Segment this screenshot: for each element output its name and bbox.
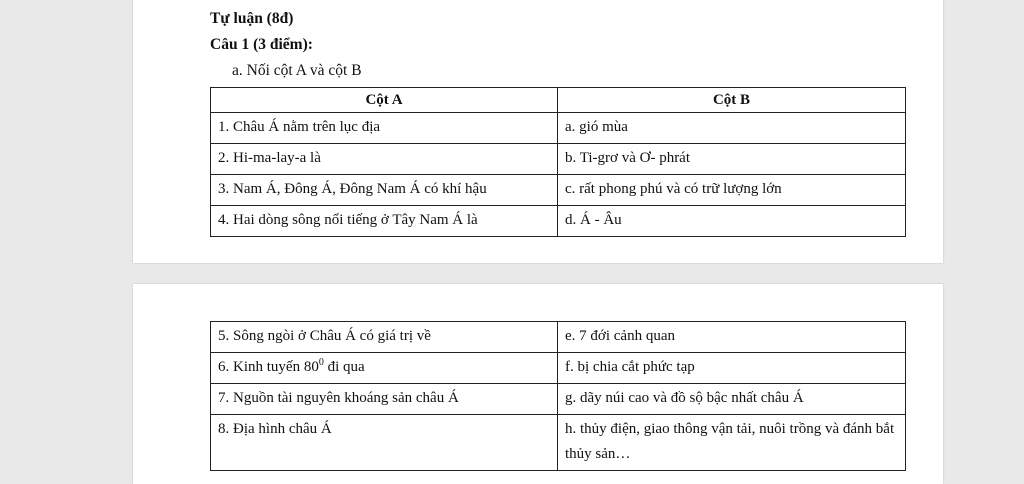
column-a-cell [211,353,558,384]
cell-text-suffix: đi qua [323,359,365,375]
column-b-cell: a. gió mùa [558,113,906,144]
column-b-header: Cột B [558,88,906,113]
matching-table-2 [210,321,906,471]
document-page-1 [133,0,943,263]
table-row [211,206,906,237]
table-row [211,415,906,471]
table-header-row [211,88,906,113]
document-page-2 [133,284,943,484]
column-a-cell: 2. Hi-ma-lay-a là [211,144,558,175]
cell-text: 6. Kinh tuyến 80 [218,359,319,375]
column-b-cell: d. Á - Âu [558,206,906,237]
matching-table-1 [210,87,906,237]
column-b-cell: c. rất phong phú và có trữ lượng lớn [558,175,906,206]
table-row [211,144,906,175]
table-row [211,384,906,415]
table-row [211,113,906,144]
column-b-cell: h. thủy điện, giao thông vận tải, nuôi trồng và đánh bắt thủy sản… [558,415,906,471]
subquestion-label: a. Nối cột A và cột B [232,62,362,79]
degree-superscript: 0 [318,357,324,368]
column-a-cell: 5. Sông ngòi ở Châu Á có giá trị về [211,322,558,353]
column-a-cell: 4. Hai dòng sông nổi tiếng ở Tây Nam Á là [211,206,558,237]
column-a-cell: 3. Nam Á, Đông Á, Đông Nam Á có khí hậu [211,175,558,206]
column-a-header: Cột A [211,88,558,113]
column-b-cell: e. 7 đới cảnh quan [558,322,906,353]
section-title: Tự luận (8đ) [210,10,294,27]
column-a-cell: 8. Địa hình châu Á [211,415,558,471]
table-row [211,353,906,384]
table-row [211,175,906,206]
table-row [211,322,906,353]
column-a-cell: 1. Châu Á nằm trên lục địa [211,113,558,144]
column-b-cell: f. bị chia cắt phức tạp [558,353,906,384]
column-a-cell: 7. Nguồn tài nguyên khoáng sản châu Á [211,384,558,415]
question-title: Câu 1 (3 điểm): [210,36,313,53]
column-b-cell: b. Ti-grơ và Ơ- phrát [558,144,906,175]
column-b-cell: g. dãy núi cao và đồ sộ bậc nhất châu Á [558,384,906,415]
